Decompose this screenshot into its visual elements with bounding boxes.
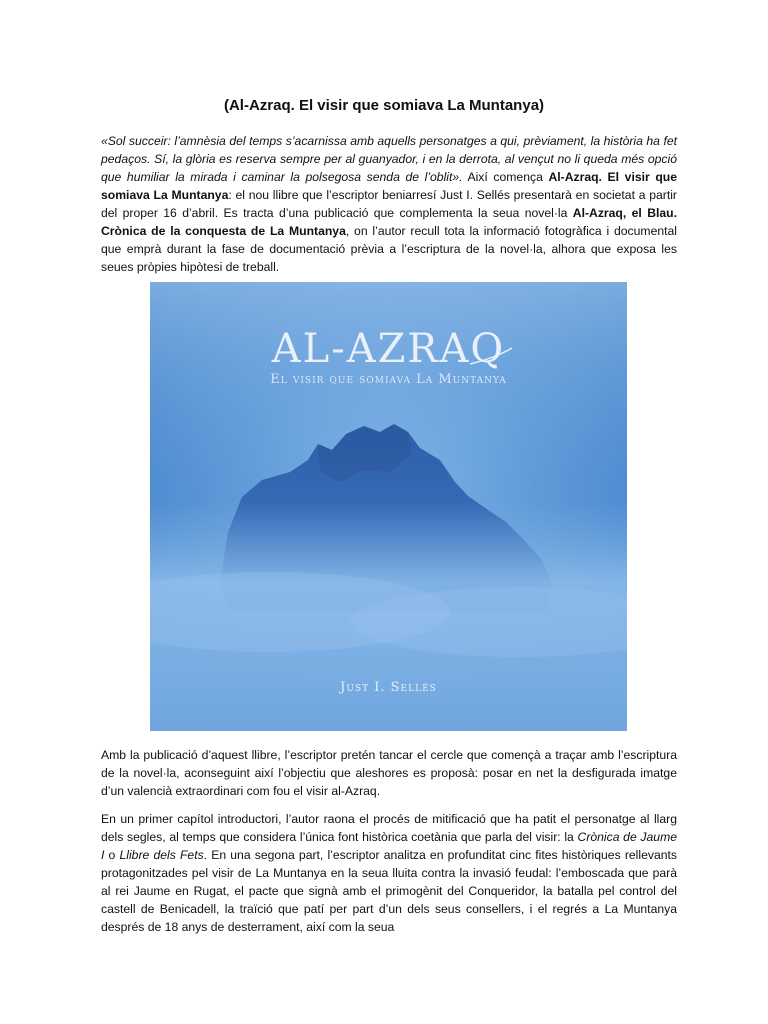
intro-text-3: , on l’autor recull tota la informació fotogràfica i documental que emprà durant la fase de documentació prèvia a l’escriptura de la novel·la, alhora que exposa les seues pròpies hipòtesi de treball. — [101, 224, 677, 274]
book-title-bold: Al-Azraq. El visir que somiava La Muntanya — [101, 170, 677, 202]
intro-text-1: Així comença — [462, 170, 549, 184]
cover-subtitle: El visir que somiava La Muntanya — [270, 372, 507, 387]
opening-quote: «Sol succeir: l’amnèsia del temps s’acarnissa amb aquells personatges a qui, prèviament, la història ha fet pedaços. Sí, la glòria es reserva sempre per al guanyador, i en la derrota, al vençut no li queda més opció que humiliar la mirada i caminar la polsegosa senda de l’oblit». — [101, 134, 677, 184]
contents-text-3: . En una segona part, l’escriptor analitza en profunditat cinc fites històriques rellevants protagonitzades pel visir de La Muntanya en la seua lluita contra la invasió feudal: l’emboscada que parà al rei Jaume en Rugat, el pacte que signà amb el primogènit del Conqueridor, la batalla pel control del castell de Benicadell, la traïció que patí per part d’un dels seus consellers, i el regrés a La Muntanya després de 18 anys de desterrament, així com la seua — [101, 848, 677, 934]
cover-author: Just I. Sellés — [340, 680, 437, 695]
novel-title-bold: Al-Azraq, el Blau. Crònica de la conquesta de La Muntanya — [101, 206, 677, 238]
cover-title: AL-AZRAQ — [271, 326, 506, 372]
llibre-fets-title: Llibre dels Fets — [119, 848, 204, 862]
intro-text-2: : el nou llibre que l’escriptor beniarresí Just I. Sellés presentarà en societat a partir del proper 16 d’abril. Es tracta d’una publicació que complementa la seua novel·la — [101, 188, 677, 220]
paragraph-purpose: Amb la publicació d’aquest llibre, l’escriptor pretén tancar el cercle que començà a traçar amb l’escriptura de la novel·la, aconseguint així l’objectiu que aleshores es proposà: posar en net la desfigurada imatge d’un valencià extraordinari com fou el visir al-Azraq. — [101, 748, 677, 798]
contents-text-2: o — [104, 848, 120, 862]
document-title: (Al-Azraq. El visir que somiava La Muntanya) — [223, 97, 545, 114]
book-cover-image — [150, 282, 627, 731]
paragraph-contents — [101, 810, 677, 936]
chronicle-title: Crònica de Jaume I — [101, 830, 677, 862]
contents-text-1: En un primer capítol introductori, l’autor raona el procés de mitificació que ha patit el personatge al llarg dels segles, al temps que considera l’única font històrica coetània que parla del visir: la — [101, 812, 677, 844]
paragraph-intro — [101, 132, 677, 276]
